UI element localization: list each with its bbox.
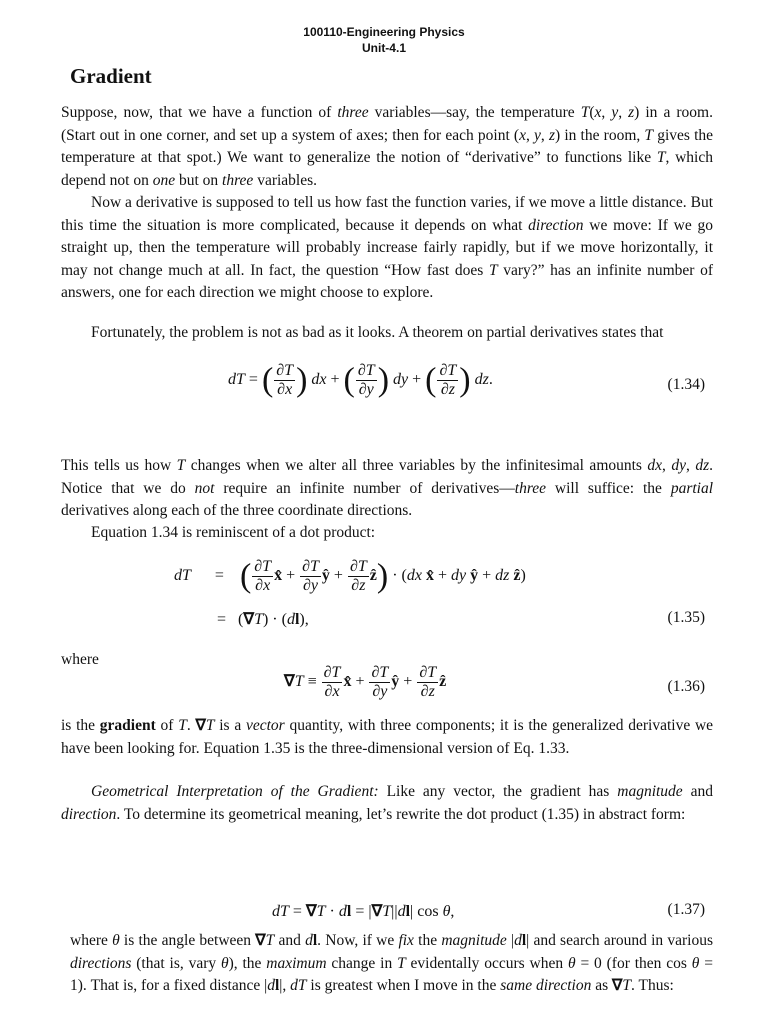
equation-number-1-36: (1.36) — [667, 678, 705, 695]
equation-number-1-37: (1.37) — [667, 901, 705, 918]
course-header: 100110-Engineering Physics — [303, 25, 465, 39]
paragraph-theorem: Fortunately, the problem is not as bad as it looks. A theorem on partial derivatives states that — [91, 324, 664, 341]
equation-1-34: dT = ( $\frac{\partial T}{\partial x}$ ) dx + ( $\frac{\partial T}{\partial y}$ ) dy + ( $\frac{\partial T}{\partial z}$ ) dz. — [228, 361, 493, 399]
where-label: where — [61, 651, 99, 668]
paragraph-dot-product: Equation 1.34 is reminiscent of a dot product: — [91, 524, 376, 541]
unit-header: Unit-4.1 — [361, 41, 406, 55]
paragraph-infinitesimal: This tells us how T changes when we alter all three variables by the infinitesimal amounts dx, dy, dz. Notice that we do not require an infinite number of derivatives—three will suffice: the partial derivatives along each of the three coordinate directions. — [61, 457, 714, 520]
section-title: Gradient — [70, 64, 152, 88]
equation-number-1-34: (1.34) — [667, 376, 705, 393]
equation-1-35-line2: = (∇T) · (dl), — [217, 611, 309, 628]
equation-1-37: dT = ∇T · dl = |∇T||dl| cos θ, — [272, 903, 455, 920]
paragraph-direction: Now a derivative is supposed to tell us how fast the function varies, if we move a little distance. But this time the situation is more complicated, because it depends on what direction we move: If we go straight up, then the temperature will probably increase fairly rapidly, but if we move horizontally, it may not change much at all. In fact, the question “How fast does T vary?” has an infinite number of answers, one for each direction we might choose to explore. — [61, 194, 714, 302]
equation-number-1-35: (1.35) — [667, 609, 705, 626]
equation-1-35-line1: dT = ( $\frac{\partial T}{\partial x}$ x̂ + $\frac{\partial T}{\partial y}$ ŷ + $\frac{\partial T}{\partial z}$ ẑ) · (dx x̂ + dy ŷ + dz ẑ) — [174, 557, 526, 595]
paragraph-geometric-interpretation: Geometrical Interpretation of the Gradient: Like any vector, the gradient has magnitude and direction. To determine its geometrical meaning, let’s rewrite the dot product (1.35) in abstract form: — [61, 783, 713, 823]
equation-1-36: ∇T ≡ $\frac{\partial T}{\partial x}$ x̂ + $\frac{\partial T}{\partial y}$ ŷ + $\frac{\partial T}{\partial z}$ ẑ — [284, 664, 447, 700]
paragraph-gradient-definition: is the gradient of T. ∇T is a vector quantity, with three components; it is the generalized derivative we have been looking for. Equation 1.35 is the three-dimensional version of Eq. 1.33. — [61, 717, 714, 757]
paragraph-intro: Suppose, now, that we have a function of three variables—say, the temperature T(x, y, z) in a room. (Start out in one corner, and set up a system of axes; then for each point (x, y, z) in the room, T gives the temperature at that spot.) We want to generalize the notion of “derivative” to functions like T, which depend not on one but on three variables. — [61, 104, 714, 189]
paragraph-maximum-change: where θ is the angle between ∇T and dl. Now, if we fix the magnitude |dl| and search around in various directions (that is, vary θ), the maximum change in T evidentally occurs when θ = 0 (for then cos θ = 1). That is, for a fixed distance |dl|, dT is greatest when I move in the same direction as ∇T. Thus: — [70, 932, 714, 995]
